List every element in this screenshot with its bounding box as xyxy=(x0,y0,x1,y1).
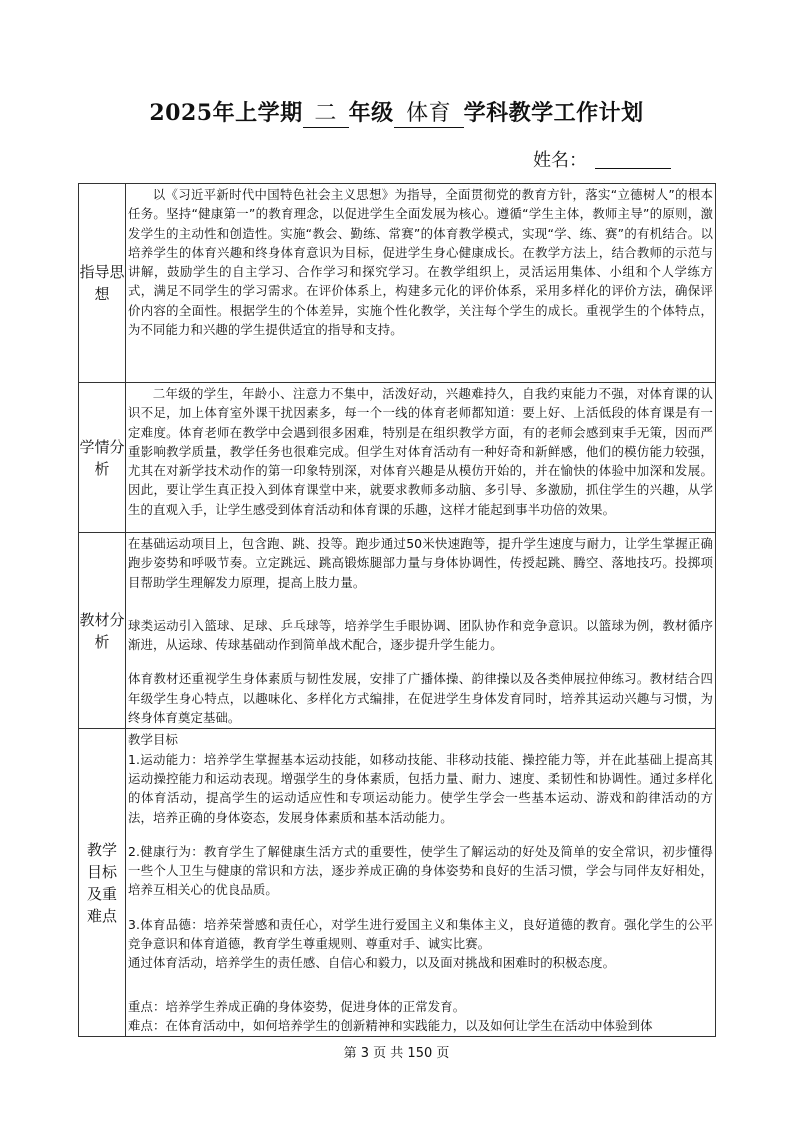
paragraph: 教学目标 xyxy=(128,732,178,748)
name-label: 姓名： xyxy=(533,150,587,171)
section-content xyxy=(126,729,716,1037)
document-title xyxy=(0,96,793,128)
subject-suffix: 学科教学工作计划 xyxy=(463,100,644,126)
table-row xyxy=(79,383,716,533)
grade-suffix: 年级 xyxy=(348,100,394,126)
paragraph: 在基础运动项目上，包含跑、跳、投等。跑步通过50米快速跑等，提升学生速度与耐力，让学生掌握正确跑步姿势和呼吸节奏。立定跳远、跳高锻炼腿部力量与身体协调性，传授起跳、腾空、落地技巧。投掷项目帮助学生理解发力原理，提高上肢力量。 xyxy=(128,536,713,590)
paragraph: 重点：培养学生养成正确的身体姿势，促进身体的正常发育。 xyxy=(128,998,466,1014)
page-number: 第 3 页 共 150 页 xyxy=(343,1046,450,1061)
paragraph: 1.运动能力：培养学生掌握基本运动技能，如移动技能、非移动技能、操控能力等，并在此基础上提高其运动操控能力和运动表现。增强学生的身体素质，包括力量、耐力、速度、柔韧性和协调性。通过多样化的体育活动，提高学生的运动适应性和专项运动能力。使学生学会一些基本运动、游戏和韵律活动的方法，培养正确的身体姿态，发展身体素质和基本活动能力。 xyxy=(128,751,713,825)
name-line xyxy=(533,146,671,172)
paragraph: 2.健康行为：教育学生了解健康生活方式的重要性，使学生了解运动的好处及简单的安全常识，初步懂得一些个人卫生与健康的常识和方法，逐步养成正确的身体姿势和良好的生活习惯，学会与同伴友好相处，培养互相关心的优良品质。 xyxy=(128,843,713,898)
title-prefix: 2025年上学期 xyxy=(149,100,303,126)
paragraph: 3.体育品德：培养荣誉感和责任心，对学生进行爱国主义和集体主义，良好道德的教育。强化学生的公平竞争意识和体育道德，教育学生尊重规则、尊重对手、诚实比赛。 xyxy=(128,916,713,952)
section-content xyxy=(126,184,716,383)
grade-field: 二 xyxy=(303,96,349,128)
section-label: 教学目标及重难点 xyxy=(79,729,126,1037)
paragraph: 难点：在体育活动中，如何培养学生的创新精神和实践能力，以及如何让学生在活动中体验到体 xyxy=(128,1017,653,1033)
paragraph: 球类运动引入篮球、足球、乒乓球等，培养学生手眼协调、团队协作和竞争意识。以篮球为例，教材循序渐进，从运球、传球基础动作到简单战术配合，逐步提升学生能力。 xyxy=(128,617,713,653)
table-row xyxy=(79,533,716,729)
plan-table xyxy=(78,183,716,1037)
section-label: 学情分析 xyxy=(79,383,126,533)
section-label: 教材分析 xyxy=(79,533,126,729)
section-label: 指导思想 xyxy=(79,184,126,383)
name-blank xyxy=(595,168,671,169)
paragraph: 二年级的学生，年龄小、注意力不集中，活泼好动，兴趣难持久，自我约束能力不强，对体育课的认识不足，加上体育室外课干扰因素多，每一个一线的体育老师都知道：要上好、上活低段的体育课是有一定难度。体育老师在教学中会遇到很多困难，特别是在组织教学方面，有的老师会感到束手无策，因而严重影响教学质量，教学任务也很难完成。但学生对体育活动有一种好奇和新鲜感，他们的模仿能力较强，尤其在对新学技术动作的第一印象特别深，对体育兴趣是从模仿开始的，并在愉快的体验中加深和发展。因此，要让学生真正投入到体育课堂中来，就要求教师多动脑、多引导、多激励，抓住学生的兴趣，从学生的直观入手，让学生感受到体育活动和体育课的乐趣，这样才能起到事半功倍的效果。 xyxy=(128,386,713,517)
table-row xyxy=(79,729,716,1037)
subject-field: 体育 xyxy=(394,96,464,128)
paragraph: 以《习近平新时代中国特色社会主义思想》为指导，全面贯彻党的教育方针，落实“立德树人”的根本任务。坚持“健康第一”的教育理念，以促进学生全面发展为核心。遵循“学生主体，教师主导”的原则，激发学生的主动性和创造性。实施“教会、勤练、常赛”的体育教学模式，实现“学、练、赛”的有机结合。以培养学生的体育兴趣和终身体育意识为目标，促进学生身心健康成长。在教学方法上，结合教师的示范与讲解，鼓励学生的自主学习、合作学习和探究学习。在教学组织上，灵活运用集体、小组和个人学练方式，满足不同学生的学习需求。在评价体系上，构建多元化的评价体系，采用多样化的评价方法，确保评价内容的全面性。根据学生的个体差异，实施个性化教学，关注每个学生的成长。重视学生的个体特点，为不同能力和兴趣的学生提供适宜的指导和支持。 xyxy=(128,187,713,338)
paragraph: 体育教材还重视学生身体素质与韧性发展，安排了广播体操、韵律操以及各类伸展拉伸练习。教材结合四年级学生身心特点，以趣味化、多样化方式编排，在促进学生身体发育同时，培养其运动兴趣与习惯，为终身体育奠定基础。 xyxy=(128,671,713,726)
section-content xyxy=(126,383,716,533)
section-content xyxy=(126,533,716,729)
paragraph: 通过体育活动，培养学生的责任感、自信心和毅力，以及面对挑战和困难时的积极态度。 xyxy=(128,955,616,971)
table-row xyxy=(79,184,716,383)
